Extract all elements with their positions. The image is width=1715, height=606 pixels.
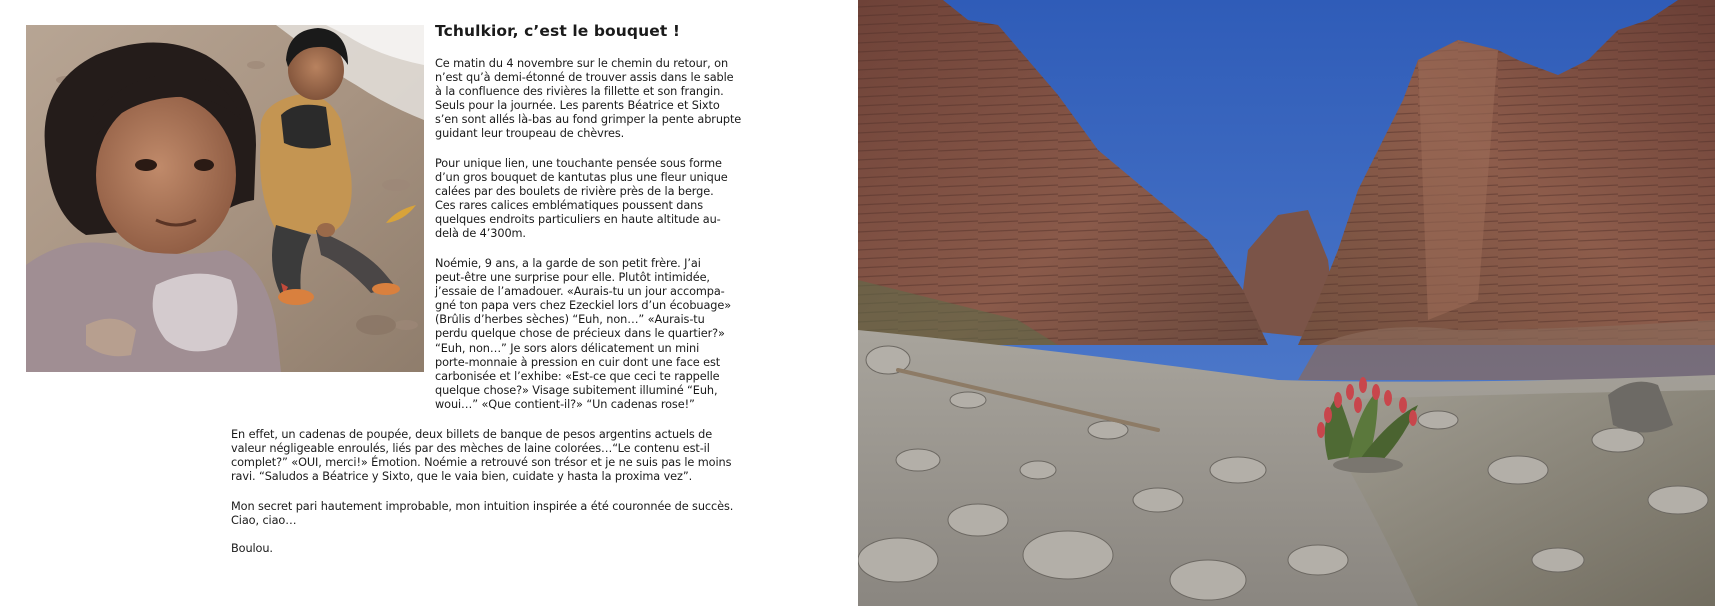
text-line: peut-être une surprise pour elle. Plutôt intimidée, xyxy=(435,271,710,285)
text-line: woui…” «Que contient-il?» “Un cadenas rose!” xyxy=(435,397,695,411)
text-line: quelques endroits particuliers en haute altitude au- xyxy=(435,213,721,227)
text-line: perdu quelque chose de précieux dans le quartier?» xyxy=(435,327,725,341)
canyon-photo xyxy=(858,0,1715,606)
text-line: porte-monnaie à pression en cuir dont une face est xyxy=(435,355,721,369)
text-line: “Euh, non…” Je sors alors délicatement un mini xyxy=(435,341,700,355)
text-line: quelque chose?» Visage subitement illuminé “Euh, xyxy=(435,383,718,397)
paragraph-2 xyxy=(435,157,728,242)
text-line: Ce matin du 4 novembre sur le chemin du retour, on xyxy=(435,57,729,70)
text-line: ravi. “Saludos a Béatrice y Sixto, que le vaia bien, cuidate y hasta la proxima vez”. xyxy=(231,470,693,484)
children-photo-image xyxy=(26,25,424,372)
text-line: (Brûlis d’herbes sèches) “Euh, non…” «Aurais-tu xyxy=(435,313,705,327)
text-line: Seuls pour la journée. Les parents Béatrice et Sixto xyxy=(435,99,720,113)
canyon-photo-image xyxy=(858,0,1715,606)
text-line: à la confluence des rivières la fillette et son frangin. xyxy=(435,85,724,99)
text-line: s’en sont allés là-bas au fond grimper la pente abrupte xyxy=(435,113,742,127)
text-line: Mon secret pari hautement improbable, mon intuition inspirée a été couronnée de succès. xyxy=(231,500,734,513)
text-line: Ces rares calices emblématiques poussent dans xyxy=(435,199,704,213)
text-line: carbonisée et l’exhibe: «Est-ce que ceci te rappelle xyxy=(435,369,720,383)
paragraph-5 xyxy=(231,500,733,528)
text-line: guidant leur troupeau de chèvres. xyxy=(435,127,625,141)
text-line: Pour unique lien, une touchante pensée sous forme xyxy=(435,157,722,170)
text-line: j’essaie de l’amadouer. «Aurais-tu un jour accompa- xyxy=(435,285,725,299)
text-line: complet?” «OUI, merci!» Émotion. Noémie a retrouvé son trésor et je ne suis pas le moins xyxy=(231,456,732,470)
text-line: calées par des boulets de rivière près de la berge. xyxy=(435,185,714,199)
children-photo xyxy=(26,25,424,372)
article-title: Tchulkior, c’est le bouquet ! xyxy=(435,22,681,40)
paragraph-1 xyxy=(435,57,741,142)
text-line: gné ton papa vers chez Ezeckiel lors d’un écobuage» xyxy=(435,299,732,313)
text-line: Noémie, 9 ans, a la garde de son petit frère. J’ai xyxy=(435,257,701,270)
text-line: Ciao, ciao… xyxy=(231,514,297,528)
text-line: delà de 4’300m. xyxy=(435,227,526,241)
paragraph-4 xyxy=(231,428,731,484)
text-line: valeur négligeable enroulés, liés par des mèches de laine colorées…“Le contenu est-il xyxy=(231,442,710,456)
text-line: n’est qu’à demi-étonné de trouver assis dans le sable xyxy=(435,71,734,85)
text-line: d’un gros bouquet de kantutas plus une fleur unique xyxy=(435,171,728,185)
signature-line xyxy=(231,542,273,556)
text-line: En effet, un cadenas de poupée, deux billets de banque de pesos argentins actuels de xyxy=(231,428,713,441)
text-line: Boulou. xyxy=(231,542,273,555)
paragraph-3 xyxy=(435,257,731,412)
